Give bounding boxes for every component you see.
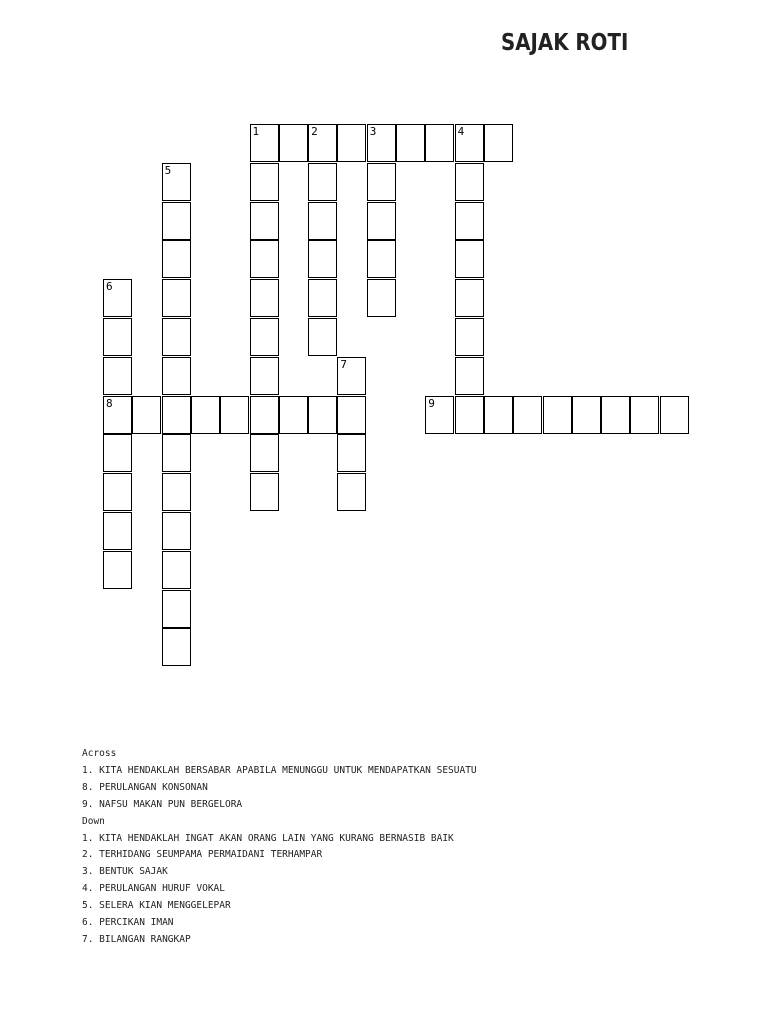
clue-number: 3 <box>369 125 377 138</box>
grid-cell[interactable] <box>103 396 132 434</box>
down-clue: 1. KITA HENDAKLAH INGAT AKAN ORANG LAIN YANG KURANG BERNASIB BAIK <box>82 832 454 844</box>
clue-number: 9 <box>428 396 435 410</box>
grid-cell[interactable] <box>162 434 191 472</box>
clue-number: 1 <box>252 125 260 138</box>
grid-cell[interactable] <box>132 396 161 434</box>
grid-cell[interactable] <box>250 279 279 317</box>
grid-cell[interactable] <box>367 279 396 317</box>
grid-cell[interactable] <box>250 163 279 201</box>
across-clue: 8. PERULANGAN KONSONAN <box>82 781 208 793</box>
clue-list <box>82 746 477 949</box>
grid-cell[interactable] <box>162 551 191 589</box>
grid-cell[interactable] <box>308 124 337 162</box>
down-clue: 5. SELERA KIAN MENGGELEPAR <box>82 900 231 912</box>
down-clue: 2. TERHIDANG SEUMPAMA PERMAIDANI TERHAMPAR <box>82 849 323 861</box>
grid-cell[interactable] <box>250 357 279 395</box>
grid-cell[interactable] <box>660 396 689 434</box>
grid-cell[interactable] <box>103 551 132 589</box>
grid-cell[interactable] <box>162 163 191 201</box>
grid-cell[interactable] <box>279 124 308 162</box>
grid-cell[interactable] <box>308 240 337 278</box>
grid-cell[interactable] <box>455 357 484 395</box>
grid-cell[interactable] <box>191 396 220 434</box>
grid-cell[interactable] <box>162 240 191 278</box>
clue-number: 4 <box>457 125 465 138</box>
down-clue: 4. PERULANGAN HURUF VOKAL <box>82 883 225 895</box>
grid-cell[interactable] <box>103 318 132 356</box>
clue-number: 8 <box>106 396 113 410</box>
grid-cell[interactable] <box>308 318 337 356</box>
grid-cell[interactable] <box>337 357 366 395</box>
grid-cell[interactable] <box>455 124 484 162</box>
clue-number: 2 <box>311 125 318 138</box>
grid-cell[interactable] <box>308 279 337 317</box>
grid-cell[interactable] <box>279 396 308 434</box>
grid-cell[interactable] <box>543 396 572 434</box>
grid-cell[interactable] <box>630 396 659 434</box>
grid-cell[interactable] <box>103 512 132 550</box>
grid-cell[interactable] <box>250 202 279 240</box>
grid-cell[interactable] <box>484 124 513 162</box>
grid-cell[interactable] <box>455 240 484 278</box>
grid-cell[interactable] <box>337 396 366 434</box>
grid-cell[interactable] <box>367 202 396 240</box>
down-clue: 3. BENTUK SAJAK <box>82 866 168 878</box>
grid-cell[interactable] <box>162 396 191 434</box>
grid-cell[interactable] <box>162 202 191 240</box>
grid-cell[interactable] <box>367 240 396 278</box>
grid-cell[interactable] <box>162 590 191 628</box>
grid-cell[interactable] <box>601 396 630 434</box>
grid-cell[interactable] <box>337 473 366 511</box>
clue-number: 6 <box>106 280 113 294</box>
grid-cell[interactable] <box>308 396 337 434</box>
grid-cell[interactable] <box>250 318 279 356</box>
down-clue: 7. BILANGAN RANGKAP <box>82 933 191 945</box>
grid-cell[interactable] <box>250 124 279 162</box>
down-heading: Down <box>82 815 105 827</box>
grid-cell[interactable] <box>308 202 337 240</box>
grid-cell[interactable] <box>308 163 337 201</box>
grid-cell[interactable] <box>162 318 191 356</box>
grid-cell[interactable] <box>220 396 249 434</box>
grid-cell[interactable] <box>162 473 191 511</box>
grid-cell[interactable] <box>337 434 366 472</box>
grid-cell[interactable] <box>572 396 601 434</box>
grid-cell[interactable] <box>250 396 279 434</box>
clue-number: 5 <box>164 163 172 177</box>
grid-cell[interactable] <box>162 279 191 317</box>
grid-cell[interactable] <box>162 512 191 550</box>
grid-cell[interactable] <box>367 163 396 201</box>
grid-cell[interactable] <box>396 124 425 162</box>
down-clue: 6. PERCIKAN IMAN <box>82 917 174 929</box>
across-heading: Across <box>82 748 117 759</box>
grid-cell[interactable] <box>455 396 484 434</box>
grid-cell[interactable] <box>162 628 191 666</box>
across-clue: 1. KITA HENDAKLAH BERSABAR APABILA MENUNGGU UNTUK MENDAPATKAN SESUATU <box>82 764 477 776</box>
grid-cell[interactable] <box>103 279 132 317</box>
across-clue: 9. NAFSU MAKAN PUN BERGELORA <box>82 798 243 810</box>
grid-cell[interactable] <box>513 396 542 434</box>
grid-cell[interactable] <box>250 473 279 511</box>
grid-cell[interactable] <box>162 357 191 395</box>
grid-cell[interactable] <box>103 473 132 511</box>
grid-cell[interactable] <box>455 163 484 201</box>
grid-cell[interactable] <box>425 124 454 162</box>
grid-cell[interactable] <box>425 396 454 434</box>
grid-cell[interactable] <box>455 318 484 356</box>
grid-cell[interactable] <box>455 202 484 240</box>
grid-cell[interactable] <box>455 279 484 317</box>
grid-cell[interactable] <box>103 357 132 395</box>
clue-number: 7 <box>340 357 348 371</box>
grid-cell[interactable] <box>367 124 396 162</box>
page-title: SAJAK ROTI <box>501 30 629 56</box>
grid-cell[interactable] <box>103 434 132 472</box>
grid-cell[interactable] <box>250 240 279 278</box>
grid-cell[interactable] <box>337 124 366 162</box>
grid-cell[interactable] <box>250 434 279 472</box>
grid-cell[interactable] <box>484 396 513 434</box>
